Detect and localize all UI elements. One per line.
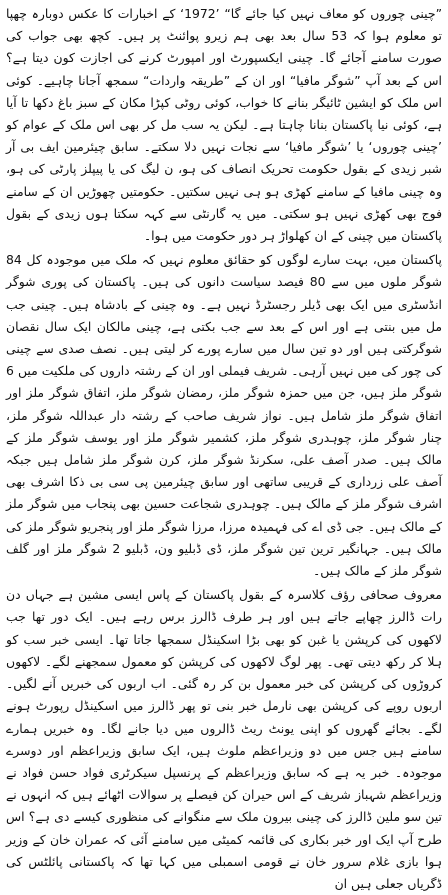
article-paragraph-3: معروف صحافی رؤف کلاسرہ کے بقول پاکستان کے پاس ایسی مشین ہے جہاں دن رات ڈالرز چھاپے جاتے ہیں اور ہر طرف ڈالرز برس رہے ہیں۔ ایک دور تھا جب لاکھوں کی کرپشن یا غبن کو بھی بڑا اسکینڈل سمجھا جاتا تھا۔ ایسی خبر سب کو ہلا کر رکھ دیتی تھی۔ پھر لوگ لاکھوں کی کرپشن کو معمول سمجھنے لگے۔ لاکھوں کروڑوں کی کرپشن کی خبر معمول بن کر رہ گئی۔ اب اربوں کی خبریں آنے لگیں۔ اربوں روپے کی کرپشن بھی نارمل خبر بنی تو پھر ڈالرز میں اسکینڈل رپورٹ ہونے لگے۔ بجائے گھروں کو اپنی یونٹ ریٹ ڈالروں میں دیا جانے لگا۔ وہ خبریں ہمارے سامنے ہیں جس میں دو وزیراعظم ملوث ہیں، ایک سابق وزیراعظم اور دوسرے موجودہ۔ خبر یہ ہے کہ سابق وزیراعظم کے پرنسپل سیکرٹری فواد حسن فواد نے وزیراعظم شہباز شریف کے اس حیران کن فیصلے پر سوالات اٹھائے ہیں کہ انہوں نے تین سو ملین ڈالرز کی چینی بیرون ملک سے منگوانے کی منظوری کیسے دی ہے؟ اس طرح آپ ایک اور خبر بکاری کی قائمہ کمیٹی میں سامنے آئی کہ عمران خان کے وزیر ہوا بازی غلام سرور خان نے قومی اسمبلی میں کہا تھا کہ پاکستانی پائلٹس کی ڈگریاں جعلی ہیں ان: [6, 587, 442, 891]
article-paragraph-2: پاکستان میں، بہت سارے لوگوں کو حقائق معلوم نہیں کہ ملک میں موجودہ کل 84 شوگر ملوں میں سے 80 فیصد سیاست دانوں کی ہیں۔ پاکستان کی پوری شوگر انڈسٹری میں ایک بھی ڈیلر رجسٹرڈ نہیں ہے۔ وہ چینی کے بادشاہ ہیں۔ چینی جب مل میں بنتی ہے اور اس کے بعد سے جب بکتی ہے، چینی مالکان ایک سال نقصان شوگرکتی ہیں اور دو تین سال میں سارے پورے کر لیتی ہیں۔ نصف صدی سے چینی کی چور کی میں نہیں آرہی۔ شریف فیملی اور ان کے رشتہ داروں کی ملکیت میں 6 شوگر ملز ہیں، جن میں حمزہ شوگر ملز، رمضان شوگر ملز، اتفاق شوگر ملز اور اتفاق شوگر ملز شامل ہیں۔ نواز شریف صاحب کے رشتہ دار عبداللہ شوگر ملز، چنار شوگر ملز، چوہدری شوگر ملز، کشمیر شوگر ملز اور یوسف شوگر ملز کے مالک ہیں۔ صدر آصف علی، سکرنڈ شوگر ملز، کرن شوگر ملز شامل ہیں جبکہ آصف علی زرداری کے قریبی ساتھی اور سابق چیئرمین پی سی بی ذکا اشرف بھی اشرف شوگر ملز کے مالک ہیں۔ چوہدری شجاعت حسین بھی پنجاب میں شوگر ملز کے مالک ہیں۔ جی ڈی اے کی فہمیدہ مرزا، مرزا شوگر ملز اور پنجریو شوگر ملز کی مالک ہیں۔ جہانگیر ترین تین شوگر ملز، ڈی ڈبلیو ون، ڈبلیو 2 شوگر ملز اور گلف شوگر ملز کے مالک ہیں۔: [6, 252, 442, 579]
article-paragraph-1: ”چینی چوروں کو معاف نہیں کیا جائے گا“ ’1972‘ کے اخبارات کا عکس دوبارہ چھپا تو معلوم ہوا کہ 53 سال بعد بھی ہم زیرو پوائنٹ پر ہیں۔ کچھ بھی جواب کی صورت سامنے آجائے گا۔ چینی ایکسپورٹ اور امپورٹ کرنے کی اجازت کون دیتا ہے؟ اس کے بعد آپ ”شوگر مافیا“ اور ان کے ”طریقہ واردات“ سمجھ آجانا چاہیے۔ کوئی اس ملک کو ایشین ٹائیگر بنانے کا خواب، کوئی روٹی کپڑا مکان کے سبز باغ دکھا تا آیا ہے، کوئی نیا پاکستان بنانا چاہتا ہے۔ لیکن یہ سب مل کر بھی اس ملک کے عوام کو ’چینی چوروں‘ یا ’شوگر مافیا‘ سے نجات نہیں دلا سکتے۔ سابق چیئرمین ایف بی آر شبر زیدی کے بقول حکومت تحریک انصاف کی ہو، ن لیگ کی یا پیپلز پارٹی کی ہو، وہ چینی مافیا کے سامنے کھڑی ہو ہی نہیں سکتیں۔ حکومتیں چھوڑیں ان کے سامنے فوج بھی کھڑی نہیں ہو سکتی۔ میں یہ گارنٹی سے کہہ سکتا ہوں زیدی کے بقول پاکستان میں چینی کے ان کھلواڑ ہر دور حکومت میں ہوا۔: [6, 6, 442, 244]
